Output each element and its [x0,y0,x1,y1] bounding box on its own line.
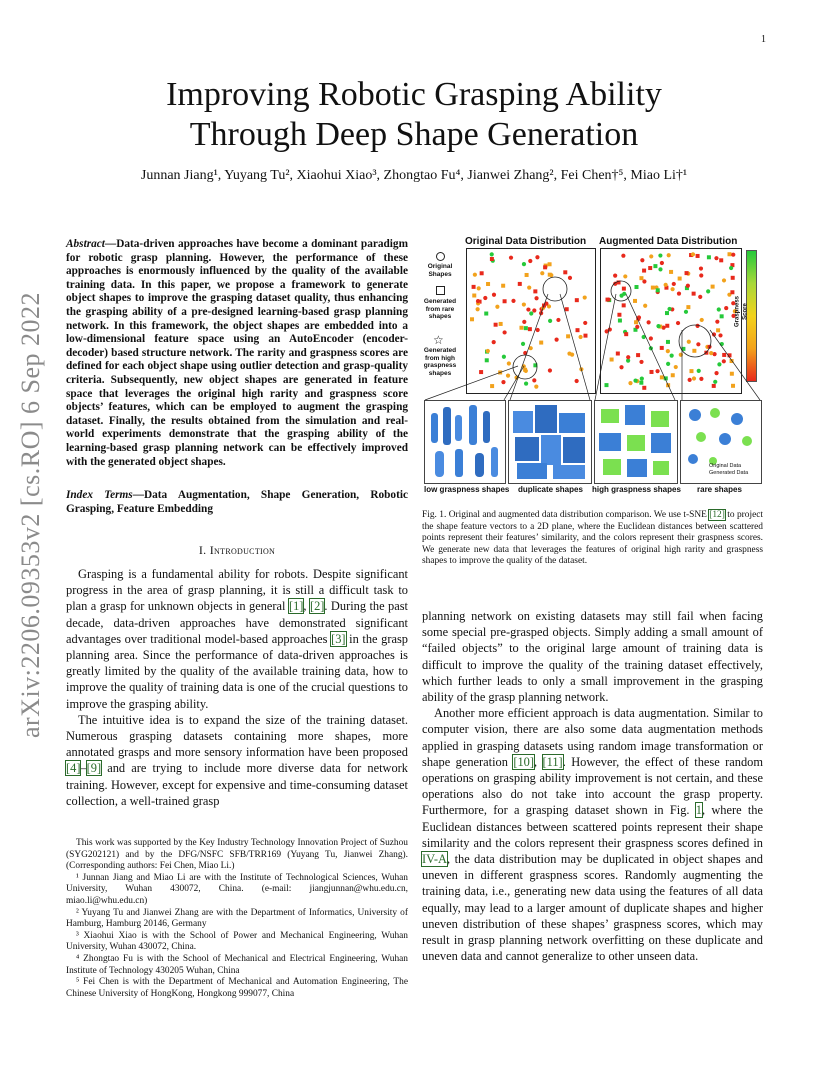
thumbnail-legend-generated: Generated Data [709,470,749,476]
paper-title [60,75,768,155]
section-heading-introduction [66,543,408,558]
section-heading-text: I. Introduction [198,543,276,557]
citation-link[interactable]: [2] [309,599,325,614]
figure-1 [420,234,764,500]
index-terms [66,489,408,516]
footnotes [66,838,408,1000]
legend-high: Generated from high graspness shapes [423,347,457,377]
right-p2-text-b: . However, the effect of these random operations on grasping ability improvement is not certain, and these operations also do not take into account the grasp property. Furthermore, for a grasping dataset shown in Fig. [422,754,763,818]
figure-title-original: Original Data Distribution [465,236,587,247]
thumbnail-legend [709,463,748,477]
citation-link[interactable]: [3] [331,631,346,646]
label-rare: rare shapes [697,485,742,494]
section-reference-link[interactable]: IV-A [422,852,448,867]
star-marker-icon: ☆ [433,333,444,347]
right-paragraph-2: Another more efficient approach is data augmentation. Similar to computer vision, there are also some data augmentation methods applied in grasping datasets using random image transformation or shape generation [10], [11]. However, the effect of these random operations on grasping ability improvement is not certain, and these operations also do not take into account the grasp property. Furthermore, for a grasping dataset shown in Fig. 1, where the Euclidean distances between scattered points represent their shape similarity and the colors represent their graspness scores defined in IV-A, the data distribution may be duplicated in object shapes and uneven in different graspness scores. Randomly augmenting the training data, i.e., generating new data using the features of all data equally, may lead to a larger amount of duplicate shapes and higher uneven distribution of these shapes’ graspness scores, which may result in grasp planning network overfitting on these duplicate and uneven data and cannot generalize to other unseen data. [422,706,763,964]
thumbnail-rare [680,400,762,484]
citation-link[interactable]: [12] [709,510,725,520]
abstract [66,238,408,469]
citation-link[interactable]: [11] [542,754,563,769]
right-paragraph-1: planning network on existing datasets may still fail when facing some special pre-grasped objects. Simply adding a small amount of “failed objects” to the original large amount of training data is difficult to improve the quality of the training dataset effectively, which further leads to only a small improvement in the grasping ability of the grasp planning network. [422,609,763,705]
thumbnail-legend-original: Original Data [709,463,742,469]
arxiv-identifier: arXiv:2206.09353v2 [cs.RO] 6 Sep 2022 [16,292,45,739]
index-terms-text: —Data Augmentation, Shape Generation, Robotic Grasping, Feature Embedding [66,489,408,515]
footnote-4: ⁴ Zhongtao Fu is with the School of Mechanical and Electrical Engineering, Wuhan Institute of Technology 430205 Wuhan, China [66,953,408,976]
footnote-5: ⁵ Fei Chen is with the Department of Mechanical and Automation Engineering, The Chinese University of HongKong, Hongkong 999077, China [66,977,408,999]
page-number: 1 [761,34,766,45]
colorbar-label: Graspness Score [734,295,748,328]
legend-rare: Generated from rare shapes [423,298,457,320]
figure-reference-link[interactable]: 1 [695,803,702,818]
citation-link[interactable]: [4] [66,761,81,776]
footnote-3: ³ Xiaohui Xiao is with the School of Power and Mechanical Engineering, Wuhan University, Wuhan 430072, China. [66,930,408,953]
citation-link[interactable]: [1] [288,599,304,614]
footnote-2: ² Yuyang Tu and Jianwei Zhang are with the Department of Informatics, University of Hamburg, Hamburg 20146, Germany [66,907,408,930]
label-duplicate: duplicate shapes [518,485,583,494]
title-line-1: Improving Robotic Grasping Ability [166,76,662,113]
legend-original: Original Shapes [427,263,453,278]
index-terms-label: Index Terms [66,489,133,501]
thumbnail-duplicate [508,400,592,484]
label-low-graspness: low graspness shapes [424,485,510,494]
label-high-graspness: high graspness shapes [592,485,681,494]
figure-title-augmented: Augmented Data Distribution [599,236,738,247]
right-column-body [422,608,763,964]
intro-paragraph-2: The intuitive idea is to expand the size of the training dataset. Numerous grasping datasets containing more shapes, more annotated grasps and more sensory information have been proposed [4]–[9] and are trying to include more diverse data for network training. However, except for expensive and time-consuming dataset collection, a well-trained grasp [66,712,408,808]
intro-p1-text-b: . During the past decade, data-driven approaches have demonstrated significant advantages over traditional model-based approaches [66,599,409,646]
thumbnail-high-graspness [594,400,678,484]
intro-p2-text-a: The intuitive idea is to expand the size of the training dataset. Numerous grasping datasets containing more shapes, more annotated grasps and more sensory information have been proposed [66,712,408,760]
citation-link[interactable]: [9] [86,761,102,776]
zoom-connectors [420,234,764,404]
thumbnail-low-graspness [424,400,506,484]
intro-p1-text-a: Grasping is a fundamental ability for robots. Despite significant progress in the area of grasp planning, it is still a difficult task to plan a grasp for unknown objects in general [66,567,408,614]
title-line-2: Through Deep Shape Generation [189,116,639,153]
abstract-label: Abstract [66,238,105,250]
intro-paragraph-1: Grasping is a fundamental ability for robots. Despite significant progress in the area of grasp planning, it is still a difficult task to plan a grasp for unknown objects in general [1], [2]. During the past decade, data-driven approaches have demonstrated significant advantages over traditional model-based approaches [3] in the grasp planning area. Since the performance of data-driven approaches is greatly limited by the quality of the available training data, how to improve the quality of training data is one of the crucial questions to improve the grasping ability. [66,567,409,711]
right-p2-text-c: , where the Euclidean distances between scattered points represent their shape similarity and the colors represent their graspness scores defined in [422,803,763,850]
introduction-body [66,566,408,809]
footnote-funding: This work was supported by the Key Industry Technology Innovation Project of Suzhou (SYG202121) and by the DFG/NSFC SFB/TRR169 (Yuyang Tu, Jianwei Zhang). (Corresponding authors: Fei Chen, Miao Li.) [66,838,408,872]
caption-text-a: Fig. 1. Original and augmented data distribution comparison. We use t-SNE [422,510,710,520]
intro-p2-text-b: and are trying to include more diverse data for network training. However, except for expensive and time-consuming dataset collection, a well-trained grasp [66,761,408,808]
figure-caption [422,510,763,568]
caption-text-b: to project the shape feature vectors to a 2D plane, where the Euclidean distances between scattered points represent their features’ similarity, and the colors represent their graspness scores. We generate new data that leverages the features of original high rarity and graspness shapes to improve the quality of the dataset. [422,510,763,567]
right-p2-text-d: , the data distribution may be duplicated in object shapes and uneven in different graspness scores. Randomly augmenting the training data, i.e., generating new data using the features of all data equally, may lead to a larger amount of duplicate shapes and higher uneven distribution of these shapes’ graspness scores, which may result in grasp planning network overfitting on these duplicate and uneven data and cannot generalize to other unseen data. [422,852,763,964]
author-list: Junnan Jiang¹, Yuyang Tu², Xiaohui Xiao³, Zhongtao Fu⁴, Jianwei Zhang², Fei Chen†⁵, Miao Li†¹ [140,168,688,183]
footnote-1: ¹ Junnan Jiang and Miao Li are with the Institute of Technological Sciences, Wuhan University, Wuhan 430072, China. (e-mail: jiangjunnan@whu.edu.cn, miao.li@whu.edu.cn) [66,872,408,906]
citation-link[interactable]: [10] [513,754,534,769]
intro-p1-text-c: in the grasp planning area. Since the performance of data-driven approaches is greatly limited by the quality of the available training data, how to improve the quality of training data is one of the crucial questions to improve the grasping ability. [66,631,408,711]
right-p2-text-a: Another more efficient approach is data augmentation. Similar to computer vision, there are also some data augmentation methods applied in grasping datasets using random image transformation or shape generation [422,706,763,769]
abstract-text: —Data-driven approaches have become a dominant paradigm for robotic grasp planning. However, the performance of these approaches is enormously influenced by the quality of the available training data. In this paper, we propose a framework to generate object shapes to improve the grasping dataset quality, thus enhancing the grasping ability of a pre-designed learning-based grasp planning network. In this framework, the object shapes are embedded into a low-dimensional feature space using an AutoEncoder (encoder-decoder) based structure network. The rarity and graspness scores are defined for each object shape using outlier detection and grasp-quality criteria. Subsequently, new object shapes are generated in feature space that leverages the original high rarity and graspness score objects’ features, which can be employed to augment the grasping dataset. Finally, the results obtained from the simulation and real-world experiments demonstrate that the grasping ability of the learning-based grasp planning network can be effectively improved with the generated object shapes. [66,238,408,468]
